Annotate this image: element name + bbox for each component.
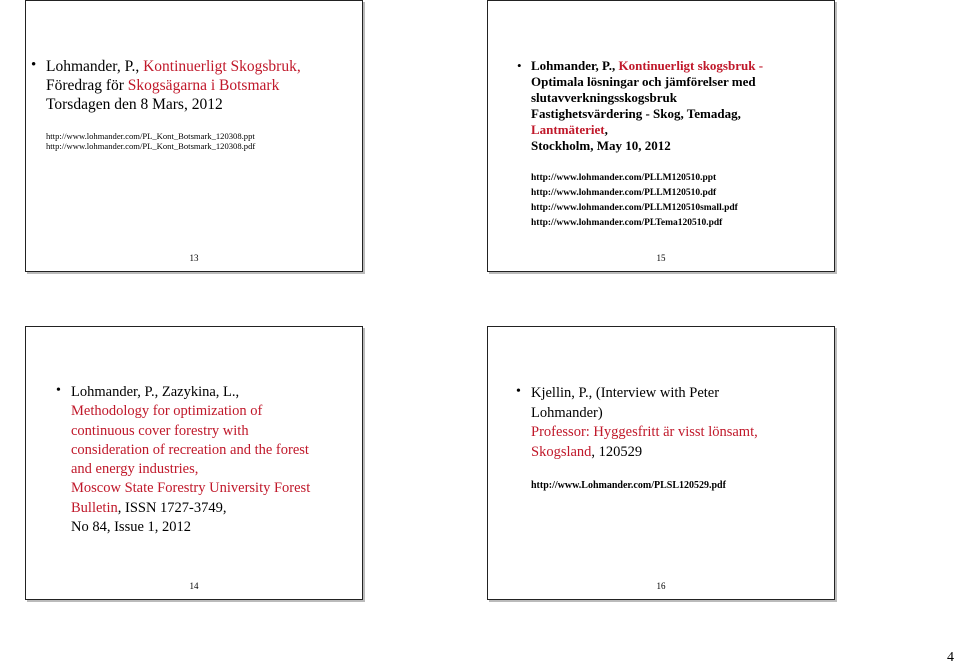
slide-13-content [31, 57, 356, 151]
title: Kontinuerligt skogsbruk - [618, 58, 764, 73]
authors: Lohmander, P., Zazykina, L., [71, 384, 240, 400]
slide-14 [25, 326, 363, 600]
issue-number: 120529 [598, 443, 643, 460]
subtitle-line: Optimala lösningar och jämförelser med [531, 74, 756, 89]
link-ppt[interactable]: http://www.lohmander.com/PL_Kont_Botsmark_120308.ppt [46, 131, 255, 141]
slide-16-content [516, 384, 826, 493]
link-list [531, 479, 826, 493]
title-line: Methodology for optimization of [71, 403, 263, 420]
list-item: • Lohmander, P., Kontinuerligt Skogsbruk, Föredrag för Skogsägarna i Botsmark Torsdagen den 8 Mars, 2012 http://www.lohmander.com/PL_Kont_Botsmark_120308.ppt http://www.lohmander.com/PL_Kont_Botsmark_120308.pdf [46, 57, 356, 151]
link-pdf[interactable]: http://www.lohmander.com/PL_Kont_Botsmark_120308.pdf [46, 141, 256, 151]
organizer: Lantmäteriet [531, 122, 605, 137]
event-line: Fastighetsvärdering - Skog, Temadag, [531, 106, 741, 121]
journal-line: Moscow State Forestry University Forest [71, 480, 311, 497]
title-line: consideration of recreation and the forest [71, 441, 309, 458]
slide-number: 13 [189, 253, 199, 263]
link-pdf[interactable]: http://www.Lohmander.com/PLSL120529.pdf [531, 480, 726, 491]
link-list [531, 171, 826, 231]
bullet-icon: • [56, 383, 61, 398]
link-tema-pdf[interactable]: http://www.lohmander.com/PLTema120510.pdf [531, 218, 723, 228]
date: Stockholm, May 10, 2012 [531, 138, 671, 153]
list-item: • Lohmander, P., Kontinuerligt skogsbruk - Optimala lösningar och jämförelser med slutavverkningsskogsbruk Fastighetsvärdering - Skog, Temadag, Lantmäteriet, Stockholm, May 10, 2012 http://www.lohmander.com/PLLM120510.ppt http://www.lohmander.com/PLLM120510.pdf http://www.lohmander.com/PLLM120510small.pdf http://www.lohmander.com/PLTema120510.pdf [531, 58, 826, 231]
slide-15 [487, 0, 835, 272]
page-number: 4 [947, 650, 954, 665]
list-item: • Kjellin, P., (Interview with Peter Lohmander) Professor: Hyggesfritt är visst lönsamt, Skogsland, 120529 http://www.Lohmander.com/PLSL120529.pdf [531, 384, 826, 493]
bullet-icon: • [31, 57, 37, 73]
date: Torsdagen den 8 Mars, 2012 [46, 96, 223, 113]
bullet-icon: • [517, 58, 522, 73]
link-list [46, 131, 356, 151]
link-pdf[interactable]: http://www.lohmander.com/PLLM120510.pdf [531, 188, 717, 198]
author: Lohmander, P. [46, 58, 136, 75]
bullet-icon: • [516, 384, 521, 399]
interview-note: Lohmander) [531, 404, 603, 421]
title: Kontinuerligt Skogsbruk, [143, 58, 301, 75]
subtitle-line: slutavverkningsskogsbruk [531, 90, 677, 105]
slide-15-content [517, 58, 826, 231]
author: Lohmander, P. [531, 58, 613, 73]
audience: Skogsägarna i Botsmark [127, 77, 280, 94]
issn: ISSN 1727-3749, [124, 499, 227, 516]
list-item: • Lohmander, P., Zazykina, L., Methodology for optimization of continuous cover forestry with consideration of recreation and the forest and energy industries, Moscow State Forestry University Forest Bulletin, ISSN 1727-3749, No 84, Issue 1, 2012 [71, 383, 354, 537]
journal-name: Bulletin [71, 499, 118, 516]
slide-number: 15 [656, 253, 666, 263]
slide-13 [25, 0, 363, 272]
source: Skogsland [531, 443, 592, 460]
slide-14-content [56, 383, 354, 537]
author: Kjellin, P., [531, 385, 593, 401]
title-line: and energy industries, [71, 461, 199, 478]
title-line: continuous cover forestry with [71, 422, 249, 439]
issue: No 84, Issue 1, 2012 [71, 519, 192, 536]
lecture-label: Föredrag för [46, 77, 124, 94]
slide-16 [487, 326, 835, 600]
link-small-pdf[interactable]: http://www.lohmander.com/PLLM120510small.pdf [531, 203, 738, 213]
slide-number: 14 [189, 581, 199, 591]
title: Professor: Hyggesfritt är visst lönsamt, [531, 424, 758, 440]
interview-note: (Interview with Peter [595, 385, 720, 401]
slide-number: 16 [656, 581, 666, 591]
link-ppt[interactable]: http://www.lohmander.com/PLLM120510.ppt [531, 173, 717, 183]
